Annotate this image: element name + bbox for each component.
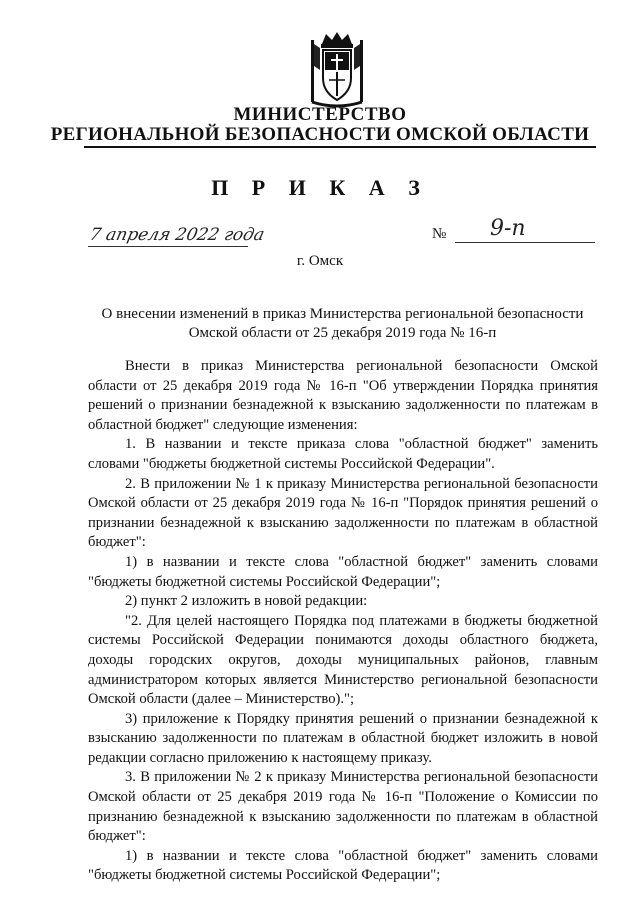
header-divider bbox=[84, 146, 596, 148]
number-underline bbox=[455, 242, 595, 243]
handwritten-date: 7 апреля 2022 года bbox=[87, 225, 267, 245]
document-subject bbox=[90, 305, 595, 343]
number-sign: № bbox=[432, 226, 447, 242]
ministry-title-line1: МИНИСТЕРСТВО bbox=[233, 104, 407, 125]
body-paragraph: "2. Для целей настоящего Порядка под платежами в бюджеты бюджетной системы Российской Федерации понимаются доходы областного бюджета, доходы городских округов, доходы муниципальных районов, главным администратором которых является Министерство региональной безопасности Омской области (далее – Министерство)."; bbox=[88, 612, 598, 708]
body-paragraph: 2. В приложении № 1 к приказу Министерства региональной безопасности Омской области от 25 декабря 2019 года № 16-п "Порядок принятия решений о признании безнадежной к взысканию задолженности по платежам в областной бюджет": bbox=[88, 475, 598, 551]
body-paragraph: 1) в названии и тексте слова "областной бюджет" заменить словами "бюджеты бюджетной системы Российской Федерации"; bbox=[88, 553, 598, 590]
date-underline bbox=[88, 246, 248, 247]
body-paragraph: 3) приложение к Порядку принятия решений о признании безнадежной к взысканию задолженности по платежам в областной бюджет изложить в новой редакции согласно приложению к настоящему приказу. bbox=[88, 710, 598, 766]
body-paragraph: 1) в названии и тексте слова "областной бюджет" заменить словами "бюджеты бюджетной системы Российской Федерации"; bbox=[88, 847, 598, 884]
document-body bbox=[88, 357, 598, 886]
body-paragraph: 1. В названии и тексте приказа слова "областной бюджет" заменить словами "бюджеты бюджетной системы Российской Федерации". bbox=[88, 436, 598, 472]
subject-line: Омской области от 25 декабря 2019 года № 16-п bbox=[188, 325, 497, 341]
subject-line: О внесении изменений в приказ Министерства региональной безопасности bbox=[101, 306, 584, 322]
document-type: П Р И К А З bbox=[211, 175, 429, 200]
omsk-coat-of-arms-icon bbox=[306, 30, 368, 108]
ministry-title-line2: РЕГИОНАЛЬНОЙ БЕЗОПАСНОСТИ ОМСКОЙ ОБЛАСТИ bbox=[50, 124, 590, 145]
handwritten-number: 9-п bbox=[490, 216, 526, 241]
city: г. Омск bbox=[296, 253, 344, 269]
body-paragraph: 3. В приложении № 2 к приказу Министерства региональной безопасности Омской области от 25 декабря 2019 года № 16-п "Положение о Комиссии по признанию безнадежной к взысканию задолженности по платежам в областной бюджет": bbox=[88, 769, 598, 845]
body-paragraph: Внести в приказ Министерства региональной безопасности Омской области от 25 декабря 2019 года № 16-п "Об утверждении Порядка принятия решений о признании безнадежной к взысканию задолженности по платежам в областной бюджет" следующие изменения: bbox=[88, 358, 598, 433]
body-paragraph: 2) пункт 2 изложить в новой редакции: bbox=[125, 593, 368, 610]
